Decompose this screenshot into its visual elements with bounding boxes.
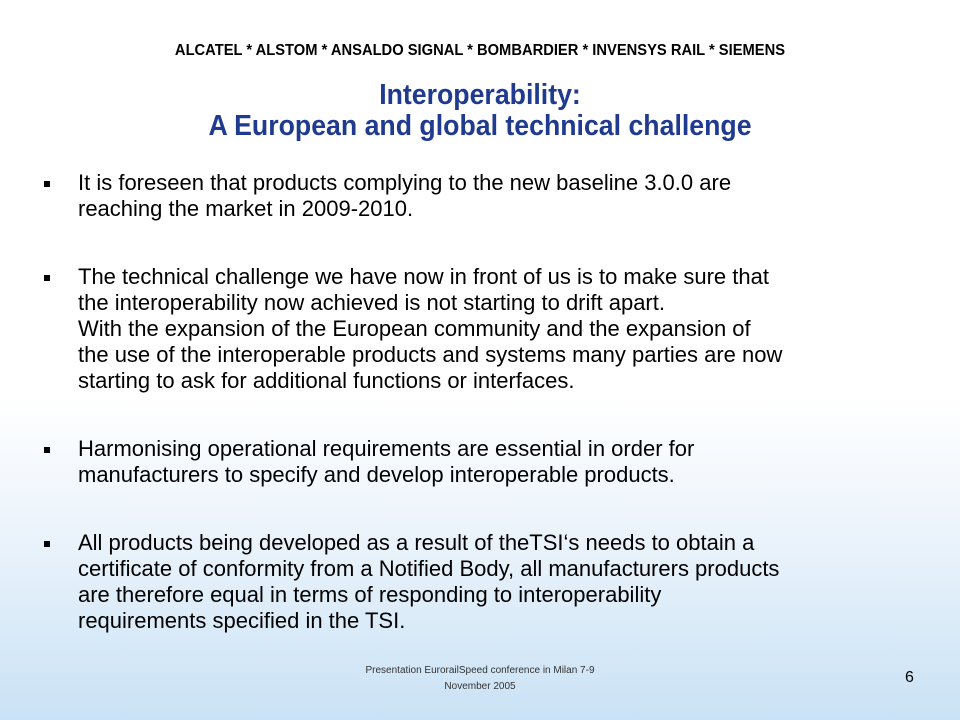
bullet-text-line: The technical challenge we have now in front of us is to make sure that [78,264,769,289]
bullet-text-line: reaching the market in 2009-2010. [78,196,414,221]
square-bullet-icon [44,447,50,453]
square-bullet-icon [44,541,50,547]
square-bullet-icon [44,275,50,281]
footer-caption [0,663,960,695]
bullet-item [44,436,944,488]
slide-title [38,80,921,142]
footer-line-2: November 2005 [444,681,516,692]
slide-title-line-2: A European and global technical challenge [208,110,752,142]
bullet-item [44,170,944,222]
slide-title-line-1: Interoperability: [379,79,581,111]
bullet-text-line: the use of the interoperable products and systems many parties are now [78,342,783,367]
footer-line-1: Presentation EurorailSpeed conference in Milan 7-9 [365,665,595,676]
bullet-text-line: All products being developed as a result of theTSI‘s needs to obtain a [78,530,755,555]
bullet-text-line: certificate of conformity from a Notified Body, all manufacturers products [78,556,780,581]
bullet-item [44,530,944,634]
bullet-list [44,170,944,634]
bullet-text-line: requirements specified in the TSI. [78,608,406,633]
bullet-text-line: It is foreseen that products complying to the new baseline 3.0.0 are [78,170,732,195]
bullet-text-line: With the expansion of the European community and the expansion of [78,316,751,341]
bullet-item [44,264,944,394]
bullet-text-line: the interoperability now achieved is not starting to drift apart. [78,290,665,315]
consortium-header: ALCATEL * ALSTOM * ANSALDO SIGNAL * BOMBARDIER * INVENSYS RAIL * SIEMENS [174,42,786,59]
bullet-text-line: manufacturers to specify and develop interoperable products. [78,462,675,487]
bullet-text-line: are therefore equal in terms of responding to interoperability [78,582,662,607]
page-number: 6 [905,669,914,686]
square-bullet-icon [44,181,50,187]
bullet-text-line: starting to ask for additional functions or interfaces. [78,368,575,393]
bullet-text-line: Harmonising operational requirements are essential in order for [78,436,695,461]
